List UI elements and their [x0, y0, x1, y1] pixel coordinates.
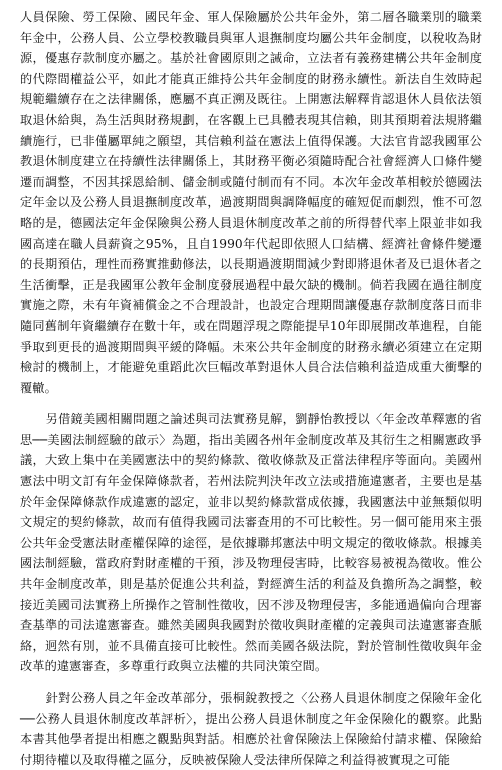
paragraph-pension-reform-continuation: 人員保險、勞工保險、國民年金、軍人保險屬於公共年金外，第二層各職業別的職業年金中，公務人員、公立學校教職員與軍人退撫制度均屬公共年金制度，以稅收為財源，優惠存款制度亦屬之。基於社會國原則之誡命，立法者有義務建構公共年金制度的代際間權益公平，如此才能真正維持公共年金制度的財務永續性。新法自生效時起規範繼續存在之法律關係，應屬不真正溯及既往。上開憲法解釋肯認退休人員依法領取退休給與，為生活與財務規劃，在客觀上已具體表現其信賴，則其預期着法規將繼續施行，已非僅屬單純之願望，其信賴利益在憲法上值得保護。大法官肯認我國軍公教退休制度建立在持續性法律關係上，其財務平衡必須隨時配合社會經濟人口條件變遷而調整，不因其採恩給制、儲金制或隨付制而有不同。本次年金改革相較於德國法定年金以及公務人員退撫制度改革，過渡期間與調降幅度的確短促而劇烈，惟不可忽略的是，德國法定年金保險與公務人員退休制度改革之前的所得替代率上限並非如我國高達在職人員薪資之95%，且自1990年代起即依照人口結構、經濟社會條件變遷的長期預估，理性而務實推動修法，以長期過渡期間減少對即將退休者及已退休者之生活衝擊，正是我國軍公教年金制度發展過程中最欠缺的機制。倘若我國在過往制度實施之際，未有年資補償金之不合理設計，也設定合理期間讓優惠存款制度落日而非隨同舊制年資繼續存在數十年，或在問題浮現之際能提早10年即展開改革進程，自能爭取到更長的過渡期間與平緩的降幅。未來公共年金制度的財務永續必須建立在定期檢討的機制上，才能避免重蹈此次巨幅改革對退休人員合法信賴利益造成重大衝擊的覆轍。: [20, 10, 482, 395]
paragraph-gap: [20, 398, 482, 409]
paragraph-us-legal-comparison: 另借鏡美國相關問題之論述與司法實務見解，劉靜怡教授以〈年金改革釋憲的省思──美國法制經驗的啟示〉為題，指出美國各州年金制度改革及其衍生之相關憲政爭議，大致上集中在美國憲法中的契約條款、徵收條款及正當法律程序等面向。美國州憲法中明文訂有年金保障條款者，若州法院判決年改立法或措施違憲者，主要也是基於年金保障條款作成違憲的認定，並非以契約條款當成依據，我國憲法中並無類似明文規定的契約條款，故而有值得我國司法審查用的不可比較性。另一個可能用來主張公共年金受憲法財產權保障的途徑，是依據聯邦憲法中明文規定的徵收條款。根據美國法制經驗，當政府對財產權的干預，涉及物理侵害時，比較容易被視為徵收。惟公共年金制度改革，則是基於促進公共利益，對經濟生活的利益及負擔所為之調整，較接近美國司法實務上所操作之管制性徵收，因不涉及物理侵害，多能通過偏向合理審查基準的司法違憲審查。雖然美國與我國對於徵收與財產權的定義與司法違憲審查脈絡，迥然有別，並不具備直接可比較性。然而美國各級法院，對於管制性徵收與年金改革的違憲審查，多尊重行政與立法權的共同決策空間。: [20, 412, 482, 674]
paragraph-gap: [20, 677, 482, 688]
paragraph-civil-servant-reform: 針對公務人員之年金改革部分，張桐銳教授之〈公務人員退休制度之保險年金化──公務人員退休制度改革評析〉，提出公務人員退休制度之年金保險化的觀察。此點本書其他學者提出相應之觀點與對話。相應於社會保險法上保險給付請求權、保險給付期待權以及取得權之區分，反映被保險人受法律所保障之利益得被實現之可能: [20, 691, 482, 767]
document-page: [20, 7, 482, 770]
